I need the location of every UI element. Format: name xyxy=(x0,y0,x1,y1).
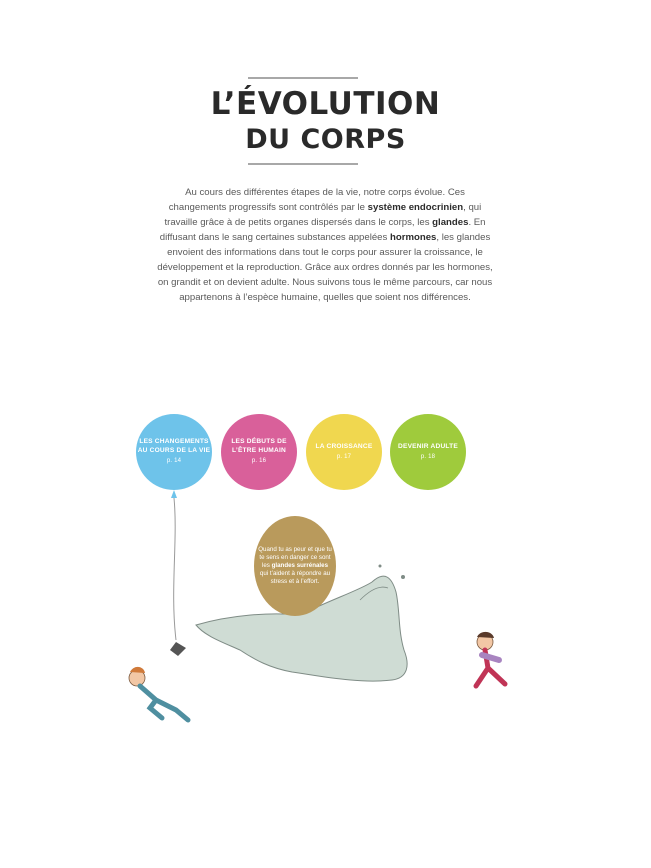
topic-page: p. 18 xyxy=(420,454,436,460)
left-child-body xyxy=(140,686,188,720)
intro-bold-2: glandes xyxy=(432,217,469,228)
note-text-1: Quand tu as peur et que tu te sens en danger ce sont les xyxy=(258,546,332,569)
intro-bold-1: système endocrinien xyxy=(367,202,464,213)
topic-label: DEVENIR ADULTE xyxy=(398,442,458,450)
topic-page: p. 14 xyxy=(166,458,182,465)
topic-circle-growth[interactable] xyxy=(306,414,382,490)
adrenal-note-text xyxy=(258,546,332,586)
topic-circle-beginnings[interactable] xyxy=(221,414,297,490)
note-text-2: qui t’aident à répondre au stress et à l’effort. xyxy=(259,570,331,585)
adrenal-note-bubble xyxy=(254,516,336,616)
topic-label: LES DÉBUTS DE L’ÊTRE HUMAIN xyxy=(231,438,287,454)
small-creature xyxy=(170,642,186,656)
topic-label: LES CHANGEMENTS AU COURS DE LA VIE xyxy=(137,438,211,454)
intro-bold-3: hormones xyxy=(389,232,437,243)
intro-text-2: , qui travaille grâce à de petits organes dispersés dans le corps, les xyxy=(164,202,482,228)
note-bold: glandes surrénales xyxy=(271,562,329,569)
topic-label: LA CROISSANCE xyxy=(315,442,373,450)
balloon-string xyxy=(174,498,176,640)
balloon-knot xyxy=(171,490,177,498)
page-title-line-1: L’ÉVOLUTION xyxy=(210,86,441,122)
intro-text-4: , les glandes envoient des informations dans tout le corps pour assurer la croissance, le développement et la reproduction. Grâce aux ordres donnés par les hormones, on grandit et on devient adulte. Nous suivons tous le même parcours, car nous appartenons à l’espèce humaine, quelles que soient nos différences. xyxy=(157,232,493,303)
intro-text-3: . En diffusant dans le sang certaines substances appelées xyxy=(159,217,486,243)
topic-page: p. 17 xyxy=(336,454,352,460)
topic-page: p. 16 xyxy=(251,458,267,465)
topic-circle-adulthood[interactable] xyxy=(390,414,466,490)
intro-text-1: Au cours des différentes étapes de la vie, notre corps évolue. Ces changements progressifs sont contrôlés par le xyxy=(168,187,465,213)
page-title-line-2: DU CORPS xyxy=(245,124,406,155)
topic-circle-changes[interactable] xyxy=(136,414,212,490)
